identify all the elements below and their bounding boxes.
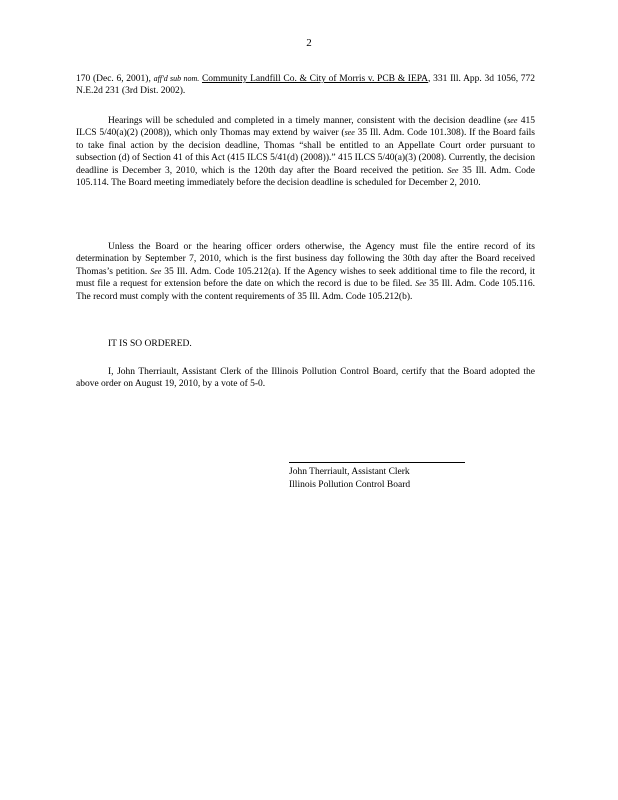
text-run: Unless the Board or the hearing officer orders otherwise, the Agency must file the entire record of its determination by September 7, 2010, which is the first business day following the 30th day after the Board received Thomas’s petition. xyxy=(76,242,535,277)
citation-suffix: , 331 Ill. App. 3d 1056, 772 N.E.2d 231 (3rd Dist. 2002). xyxy=(76,74,536,97)
signer-organization: Illinois Pollution Control Board xyxy=(289,479,411,490)
text-run: 35 Ill. Adm. Code 101.308). If the Board fails to take final action by the decision deadline, Thomas “shall be entitled to an Appellate Court order pursuant to subsection (d) of Section 41 of this Act (415 ILCS 5/41(d) (2008)).” 415 ILCS 5/40(a)(3) (2008). Currently, the decision deadline is December 3, 2010, which is the 120th day after the Board received the petition. xyxy=(76,128,535,176)
citation-paragraph xyxy=(76,73,535,98)
page-number: 2 xyxy=(306,37,312,49)
so-ordered-line: IT IS SO ORDERED. xyxy=(108,339,192,349)
text-run: 35 Ill. Adm. Code 105.116. The record must comply with the content requirements of 35 Ill. Adm. Code 105.212(b). xyxy=(76,279,535,302)
citation-signal: See xyxy=(447,165,459,175)
citation-prefix: 170 (Dec. 6, 2001), xyxy=(76,74,151,84)
signature-block xyxy=(289,462,465,491)
signer-name-title: John Therriault, Assistant Clerk xyxy=(289,467,410,477)
citation-signal: See xyxy=(150,266,162,276)
citation-case-name: Community Landfill Co. & City of Morris v. PCB & IEPA xyxy=(201,74,429,84)
text-run: 415 ILCS 5/40(a)(2) (2008)), which only Thomas may extend by waiver ( xyxy=(76,116,535,139)
citation-signal: See xyxy=(415,279,427,289)
text-run: Hearings will be scheduled and completed in a timely manner, consistent with the decision deadline ( xyxy=(108,116,508,126)
hearings-paragraph xyxy=(76,115,535,189)
agency-record-paragraph xyxy=(76,241,535,303)
text-run: 35 Ill. Adm. Code 105.114. The Board meeting immediately before the decision deadline is scheduled for December 2, 2010. xyxy=(76,165,535,189)
citation-signal: see xyxy=(344,128,355,138)
certification-paragraph: I, John Therriault, Assistant Clerk of the Illinois Pollution Control Board, certify that the Board adopted the above order on August 19, 2010, by a vote of 5-0. xyxy=(76,367,535,390)
text-run: 35 Ill. Adm. Code 105.212(a). If the Agency wishes to seek additional time to file the record, it must file a request for extension before the date on which the record is due to be filed. xyxy=(76,266,536,290)
citation-signal: see xyxy=(507,116,518,125)
citation-signal: aff'd sub nom. xyxy=(153,74,200,83)
